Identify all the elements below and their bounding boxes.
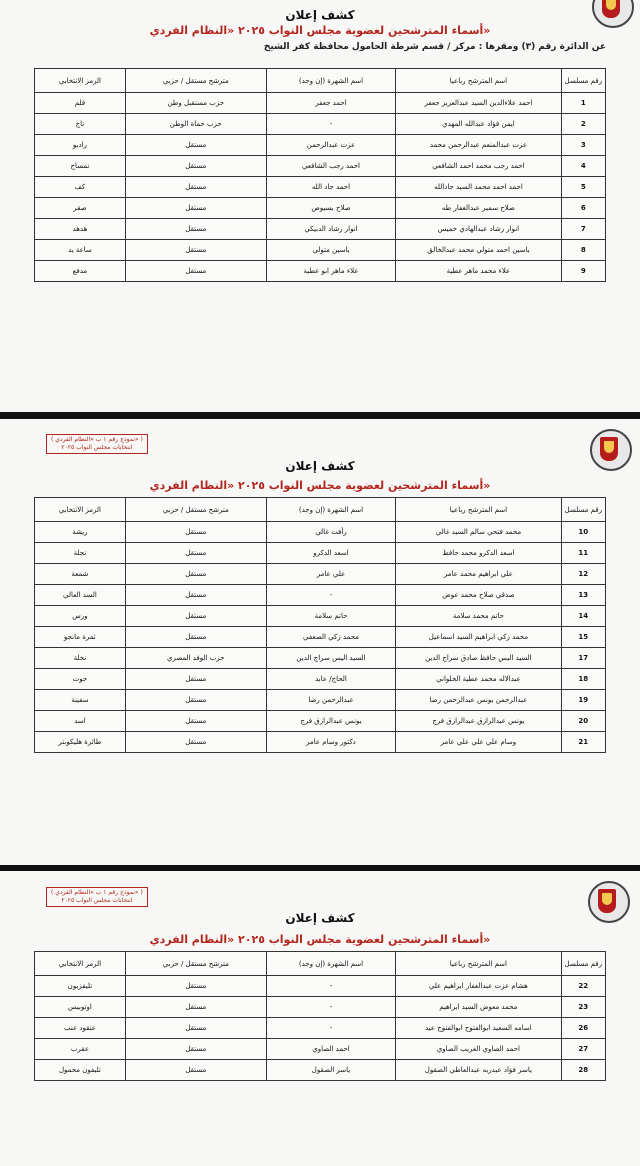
table-row <box>35 114 606 135</box>
cell-fame: يونس عبدالرازق فرج <box>266 711 396 732</box>
table-row <box>35 669 606 690</box>
header-num: رقم مسلسل <box>561 69 605 93</box>
cell-symbol: صقر <box>35 198 126 219</box>
cell-name: احمد علاءالدين السيد عبدالعزيز جعفر <box>396 93 561 114</box>
cell-num: 28 <box>561 1060 605 1081</box>
cell-num: 5 <box>561 177 605 198</box>
cell-type: مستقل <box>125 711 266 732</box>
cell-num: 14 <box>561 606 605 627</box>
table-row <box>35 219 606 240</box>
cell-num: 8 <box>561 240 605 261</box>
cell-symbol: تمساح <box>35 156 126 177</box>
cell-type: مستقل <box>125 1018 266 1039</box>
cell-fame: عبدالرحمن رضا <box>266 690 396 711</box>
table-row <box>35 198 606 219</box>
cell-num: 11 <box>561 543 605 564</box>
cell-symbol: تليفون محمول <box>35 1060 126 1081</box>
table-row <box>35 711 606 732</box>
table-row <box>35 690 606 711</box>
header-fame: اسم الشهرة (إن وجد) <box>266 498 396 522</box>
cell-type: مستقل <box>125 690 266 711</box>
header-type: مترشح مستقل / حزبي <box>125 498 266 522</box>
cell-symbol: شمعة <box>35 564 126 585</box>
cell-name: احمد الصاوي الغريب الصاوي <box>396 1039 561 1060</box>
cell-type: مستقل <box>125 135 266 156</box>
cell-type: مستقل <box>125 156 266 177</box>
announcement-sheet-1 <box>0 0 640 412</box>
cell-fame: انوار رشاد الدبيكي <box>266 219 396 240</box>
cell-fame: احمد جعفر <box>266 93 396 114</box>
stamp-line-1: ( نموذج رقم ١ ب «النظام الفردي» ) <box>51 436 143 443</box>
cell-symbol: تاج <box>35 114 126 135</box>
cell-name: انوار رشاد عبدالهادي خميس <box>396 219 561 240</box>
announcement-sheet-3 <box>0 871 640 1166</box>
cell-type: مستقل <box>125 1039 266 1060</box>
cell-symbol: ريشة <box>35 522 126 543</box>
sheet-subtitle: أسماء المترشحين لعضوية مجلس النواب ٢٠٢٥ «النظام الفردي» <box>149 24 491 37</box>
cell-type: حزب حماة الوطن <box>125 114 266 135</box>
sheet-title: كشف إعلان <box>285 8 355 22</box>
header-symbol: الرمز الانتخابي <box>35 498 126 522</box>
cell-name: حاتم محمد سلامة <box>396 606 561 627</box>
cell-type: مستقل <box>125 219 266 240</box>
cell-symbol: نخلة <box>35 648 126 669</box>
cell-name: اسامه السعيد ابوالفتوح ابوالفتوح عيد <box>396 1018 561 1039</box>
cell-type: مستقل <box>125 1060 266 1081</box>
cell-symbol: عقرب <box>35 1039 126 1060</box>
cell-fame: - <box>266 114 396 135</box>
cell-type: مستقل <box>125 261 266 282</box>
header-num: رقم مسلسل <box>561 952 605 976</box>
table-row <box>35 135 606 156</box>
cell-name: يونس عبدالرازق عبدالرازق فرج <box>396 711 561 732</box>
table-row <box>35 543 606 564</box>
cell-name: عزت عبدالمنعم عبدالرحمن محمد <box>396 135 561 156</box>
cell-num: 12 <box>561 564 605 585</box>
cell-name: علاء محمد ماهر عطية <box>396 261 561 282</box>
cell-type: مستقل <box>125 564 266 585</box>
header-type: مترشح مستقل / حزبي <box>125 69 266 93</box>
cell-fame: ياسر الصقول <box>266 1060 395 1081</box>
cell-symbol: قلم <box>35 93 126 114</box>
cell-num: 1 <box>561 93 605 114</box>
cell-symbol: مدفع <box>35 261 126 282</box>
cell-num: 2 <box>561 114 605 135</box>
cell-name: وسام علي علي علي عامر <box>396 732 561 753</box>
cell-type: حزب الوفد المصري <box>125 648 266 669</box>
cell-num: 23 <box>561 997 605 1018</box>
cell-name: علي ابراهيم محمد عامر <box>396 564 561 585</box>
table-row <box>35 732 606 753</box>
cell-num: 17 <box>561 648 605 669</box>
candidates-table <box>34 951 606 1081</box>
table-row <box>35 93 606 114</box>
cell-num: 15 <box>561 627 605 648</box>
table-row <box>35 585 606 606</box>
cell-fame: عزت عبدالرحمن <box>266 135 396 156</box>
header-num: رقم مسلسل <box>561 498 605 522</box>
candidates-table <box>34 68 606 282</box>
table-row <box>35 1018 606 1039</box>
cell-name: محمد فتحي سالم السيد غالي <box>396 522 561 543</box>
cell-num: 9 <box>561 261 605 282</box>
cell-symbol: ثمرة مانجو <box>35 627 126 648</box>
cell-num: 3 <box>561 135 605 156</box>
cell-name: السيد اليس حافظ صادق سراج الدين <box>396 648 561 669</box>
header-name: اسم المترشح رباعيا <box>396 69 561 93</box>
header-symbol: الرمز الانتخابي <box>35 952 126 976</box>
cell-num: 26 <box>561 1018 605 1039</box>
stamp-line-1: ( نموذج رقم ١ ب «النظام الفردي» ) <box>51 889 143 896</box>
table-row <box>35 997 606 1018</box>
header-name: اسم المترشح رباعيا <box>396 498 561 522</box>
cell-type: مستقل <box>125 177 266 198</box>
cell-type: مستقل <box>125 240 266 261</box>
cell-name: صلاح سمير عبدالغفار طه <box>396 198 561 219</box>
cell-name: ياسين احمد متولي محمد عبدالخالق <box>396 240 561 261</box>
sheet-title: كشف إعلان <box>285 459 355 473</box>
cell-name: احمد رجب محمد احمد الشافعي <box>396 156 561 177</box>
cell-name: عبدالرحمن يونس عبدالرحمن رضا <box>396 690 561 711</box>
cell-symbol: ساعة يد <box>35 240 126 261</box>
cell-name: ايمن فؤاد عبدالله المهدي <box>396 114 561 135</box>
cell-symbol: اوتوبيس <box>35 997 126 1018</box>
cell-type: مستقل <box>125 732 266 753</box>
cell-symbol: عنقود عنب <box>35 1018 126 1039</box>
cell-fame: محمد زكي الصعفي <box>266 627 396 648</box>
cell-fame: احمد الصاوي <box>266 1039 395 1060</box>
cell-num: 22 <box>561 976 605 997</box>
cell-type: مستقل <box>125 606 266 627</box>
table-row <box>35 606 606 627</box>
cell-fame: صلاح بسيوص <box>266 198 396 219</box>
cell-name: اسعد الدكرو محمد حافظ <box>396 543 561 564</box>
cell-name: صدقي صلاح محمد عوض <box>396 585 561 606</box>
cell-symbol: حوت <box>35 669 126 690</box>
table-row <box>35 240 606 261</box>
cell-fame: الحاج/ عابد <box>266 669 396 690</box>
table-row <box>35 156 606 177</box>
table-header-row <box>35 952 606 976</box>
sheet-title: كشف إعلان <box>285 911 355 925</box>
cell-fame: - <box>266 997 395 1018</box>
table-row <box>35 976 606 997</box>
form-stamp <box>46 887 148 907</box>
table-row <box>35 1060 606 1081</box>
cell-fame: السيد اليس سراج الدين <box>266 648 396 669</box>
table-row <box>35 648 606 669</box>
cell-num: 19 <box>561 690 605 711</box>
cell-type: مستقل <box>125 976 266 997</box>
cell-name: احمد احمد محمد السيد جادالله <box>396 177 561 198</box>
table-row <box>35 261 606 282</box>
cell-fame: - <box>266 976 395 997</box>
header-fame: اسم الشهرة (إن وجد) <box>266 952 395 976</box>
cell-name: محمد معوض السيد ابراهيم <box>396 997 561 1018</box>
cell-type: مستقل <box>125 997 266 1018</box>
cell-symbol: كف <box>35 177 126 198</box>
cell-type: مستقل <box>125 585 266 606</box>
cell-type: مستقل <box>125 522 266 543</box>
cell-name: عبدالاله محمد عطية الحلواني <box>396 669 561 690</box>
sheet-subtitle: أسماء المترشحين لعضوية مجلس النواب ٢٠٢٥ «النظام الفردي» <box>149 479 491 492</box>
cell-symbol: تليفزيون <box>35 976 126 997</box>
cell-symbol: راديو <box>35 135 126 156</box>
table-header-row <box>35 69 606 93</box>
header-symbol: الرمز الانتخابي <box>35 69 126 93</box>
cell-name: ياسر فؤاد عبدربه عبدالعاطي الصقول <box>396 1060 561 1081</box>
cell-symbol: نجلة <box>35 543 126 564</box>
candidates-table <box>34 497 606 753</box>
announcement-sheet-2 <box>0 419 640 865</box>
cell-symbol: السد العالي <box>35 585 126 606</box>
cell-num: 7 <box>561 219 605 240</box>
cell-fame: ياسين متولي <box>266 240 396 261</box>
cell-num: 13 <box>561 585 605 606</box>
cell-name: هشام عزت عبدالغفار ابراهيم علي <box>396 976 561 997</box>
cell-type: مستقل <box>125 627 266 648</box>
cell-fame: حاتم سلامة <box>266 606 396 627</box>
stamp-line-2: انتخابات مجلس النواب ٢٠٢٥ <box>61 444 133 451</box>
cell-type: مستقل <box>125 669 266 690</box>
table-header-row <box>35 498 606 522</box>
table-row <box>35 564 606 585</box>
header-fame: اسم الشهرة (إن وجد) <box>266 69 396 93</box>
cell-num: 10 <box>561 522 605 543</box>
cell-num: 18 <box>561 669 605 690</box>
cell-fame: - <box>266 1018 395 1039</box>
cell-symbol: هدهد <box>35 219 126 240</box>
header-type: مترشح مستقل / حزبي <box>125 952 266 976</box>
cell-num: 21 <box>561 732 605 753</box>
cell-type: حزب مستقبل وطن <box>125 93 266 114</box>
cell-type: مستقل <box>125 543 266 564</box>
cell-num: 27 <box>561 1039 605 1060</box>
cell-symbol: اسد <box>35 711 126 732</box>
form-stamp <box>46 434 148 454</box>
cell-num: 4 <box>561 156 605 177</box>
cell-fame: علي عامر <box>266 564 396 585</box>
table-row <box>35 627 606 648</box>
cell-name: محمد زكي ابراهيم السيد اسماعيل <box>396 627 561 648</box>
cell-symbol: سفينة <box>35 690 126 711</box>
table-row <box>35 177 606 198</box>
cell-fame: - <box>266 585 396 606</box>
cell-fame: احمد جاد الله <box>266 177 396 198</box>
cell-fame: احمد رجب الشافعي <box>266 156 396 177</box>
cell-type: مستقل <box>125 198 266 219</box>
table-row <box>35 522 606 543</box>
sheet-subtitle: أسماء المترشحين لعضوية مجلس النواب ٢٠٢٥ «النظام الفردي» <box>149 933 491 946</box>
table-row <box>35 1039 606 1060</box>
cell-num: 6 <box>561 198 605 219</box>
cell-fame: اسعد الدكرو <box>266 543 396 564</box>
cell-fame: علاء ماهر ابو عطية <box>266 261 396 282</box>
cell-num: 20 <box>561 711 605 732</box>
cell-symbol: ورس <box>35 606 126 627</box>
district-line: عن الدائرة رقم (٣) ومقرها : مركز / قسم شرطة الحامول محافظة كفر الشيخ <box>263 42 606 52</box>
cell-symbol: طائرة هليكوبتر <box>35 732 126 753</box>
stamp-line-2: انتخابات مجلس النواب ٢٠٢٥ <box>61 897 133 904</box>
cell-fame: دكتور وسام عامر <box>266 732 396 753</box>
cell-fame: رأفت غالي <box>266 522 396 543</box>
header-name: اسم المترشح رباعيا <box>396 952 561 976</box>
